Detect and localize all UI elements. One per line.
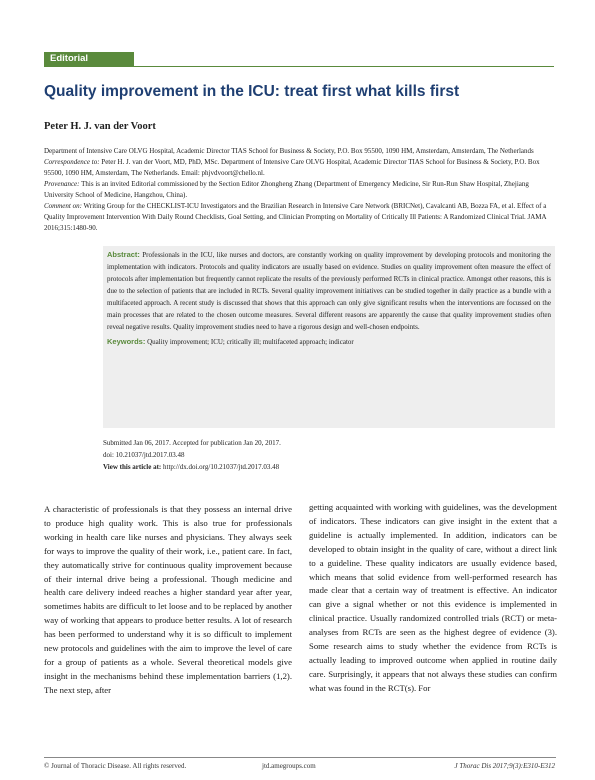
footer-citation — [454, 762, 555, 770]
abstract-label: Abstract: — [107, 250, 140, 259]
view-article-link[interactable]: http://dx.doi.org/10.21037/jtd.2017.03.48 — [163, 463, 280, 471]
footer-citation-text: J Thorac Dis 2017;9(3):E310-E312 — [454, 762, 555, 770]
keywords-line — [107, 336, 551, 348]
correspondence-label: Correspondence to: — [44, 158, 100, 166]
header-rule — [44, 66, 554, 67]
comment-label: Comment on: — [44, 202, 82, 210]
article-title: Quality improvement in the ICU: treat first what kills first — [44, 83, 460, 100]
footer-copyright: © Journal of Thoracic Disease. All rights reserved. — [44, 762, 187, 770]
abstract-box — [103, 246, 555, 428]
correspondence-text: Peter H. J. van der Voort, MD, PhD, MSc. Department of Intensive Care OLVG Hospital, Academic Director TIAS School for Business & Society, P.O. Box 95500, 1090 HM, Amsterdam, The Netherlands. Email: phjvdvoort@chello.nl. — [44, 158, 540, 177]
provenance — [44, 179, 556, 201]
footer-rule — [44, 757, 556, 758]
view-label: View this article at: — [103, 463, 162, 471]
correspondence — [44, 157, 556, 179]
provenance-label: Provenance: — [44, 180, 80, 188]
footer-website[interactable]: jtd.amegroups.com — [262, 762, 316, 770]
keywords-label: Keywords: — [107, 337, 146, 346]
submitted-date: Submitted Jan 06, 2017. Accepted for publication Jan 20, 2017. — [103, 439, 281, 447]
keywords-text: Quality improvement; ICU; critically ill; multifaceted approach; indicator — [147, 338, 354, 346]
abstract-text: Professionals in the ICU, like nurses and doctors, are constantly working on quality improvement by developing protocols and monitoring the implementation with indicators. Protocols and quality indicators are usually based on evidence. Studies on quality improvement often measure the effect of protocols after implementation but frequently cannot replicate the results of the previously performed RCTs in clinical practice. Amongst other reasons, this is due to the selection of patients that are included in RCTs. Several quality improvement initiatives can be studied together in daily practice as a bundle with a multifaceted approach. A recent study is discussed that shows that this approach can only give significant results when the interventions are focussed on the main processes that are related to the chosen outcome measures. Several different reasons are apparently the cause that quality improvement studies often reveal negative results. Quality improvement studies need to have a rigorous design and well-chosen endpoints. — [107, 251, 551, 331]
article-meta — [44, 146, 556, 234]
view-article — [103, 461, 281, 473]
author-name: Peter H. J. van der Voort — [44, 121, 156, 132]
doi: doi: 10.21037/jtd.2017.03.48 — [103, 451, 185, 459]
affiliation: Department of Intensive Care OLVG Hospital, Academic Director TIAS School for Business & Society, P.O. Box 95500, 1090 HM, Amsterdam, Amsterdam, The Netherlands — [44, 147, 534, 155]
body-column-left: A characteristic of professionals is that they possess an internal drive to produce high quality work. This is also true for professionals working in health care like nurses and physicians. They always seek for ways to improve the quality of their work, i.e., patient care. In fact, they automatically strive for continuous quality improvement because of their internal drive being a professional. Though medicine and health care delivery indeed reaches a higher standard year after year, sometimes habits are difficult to let loose and to be replaced by another way of working that appears to produce better results. A lot of research has been performed to understand why it is so difficult to implement new protocols and guidelines with the aim to improve the level of care for a group of patients as a whole. Several theoretical models give insight in the mechanisms behind these implementation barriers (1,2). The next step, after — [44, 504, 292, 695]
body-column-right: getting acquainted with working with guidelines, was the development of indicators. These indicators can give insight in the extent that a guideline is actually implemented. In addition, indicators can be developed to obtain insight in the quality of care, without a direct link to a guideline. These quality indicators are usually evidence based, which means that solid evidence from well-performed research has made clear that a certain way of treatment is effective. An indicator can give a signal whether or not this evidence is implemented in clinical practice. Usually randomized controlled trials (RCT) or meta-analyses from RCTs are seen as the highest degree of evidence (3). Some research aims to study whether the evidence from RCTs is actually leading to improved outcome when applied in routine daily care. Surprisingly, it appears that not always these studies can confirm what was found in the RCT(s). For — [309, 502, 557, 693]
comment-on — [44, 201, 556, 234]
comment-text: Writing Group for the CHECKLIST-ICU Investigators and the Brazilian Research in Intensive Care Network (BRICNet), Cavalcanti AB, Bozza FA, et al. Effect of a Quality Improvement Intervention With Daily Round Checklists, Goal Setting, and Clinician Prompting on Mortality of Critically Ill Patients: A Randomized Clinical Trial. JAMA 2016;315:1480-90. — [44, 202, 547, 232]
publication-info — [103, 437, 281, 473]
provenance-text: This is an invited Editorial commissioned by the Section Editor Zhongheng Zhang (Department of Emergency Medicine, Sir Run-Run Shaw Hospital, Zhejiang University School of Medicine, Hangzhou, China). — [44, 180, 529, 199]
abstract-paragraph — [107, 249, 551, 333]
section-badge: Editorial — [44, 52, 134, 66]
